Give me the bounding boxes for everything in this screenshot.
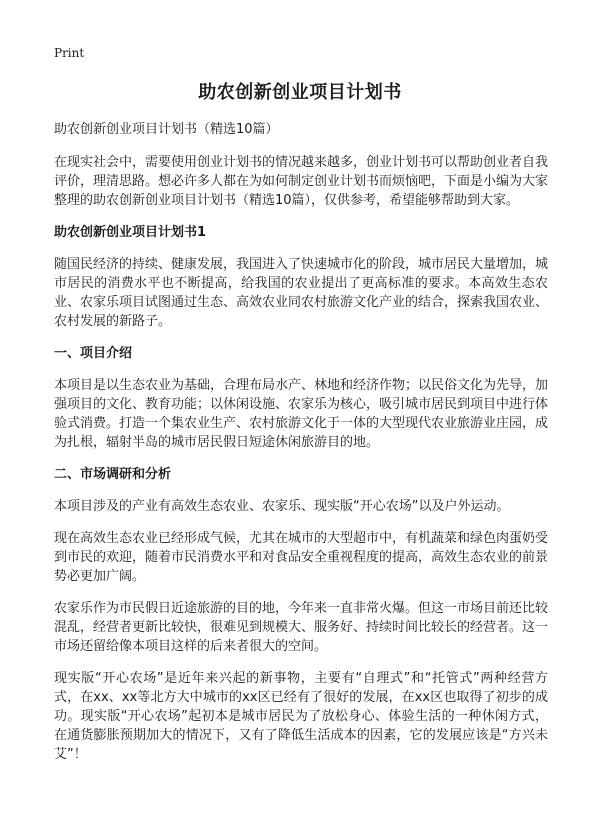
page-title: 助农创新创业项目计划书 [198,82,402,103]
market-paragraph-3: 农家乐作为市民假日近途旅游的目的地，今年来一直非常火爆。但这一市场目前还比较混乱，经营者更新比较快，很难见到规模大、服务好、持续时间比较长的经营者。这一市场还留给像本项目这样的后来者很大的空间。 [54,601,549,654]
market-paragraph-1: 本项目涉及的产业有高效生态农业、农家乐、现实版“开心农场”以及户外运动。 [54,499,510,514]
project-intro-heading: 一、项目介绍 [54,346,133,361]
market-heading: 二、市场调研和分析 [54,467,172,482]
document-body [54,120,548,777]
market-paragraph-4: 现实版“开心农场”是近年来兴起的新事物，主要有“自理式”和“托管式”两种经营方式，在xx、xx等北方大中城市的xx区已经有了很好的发展，在xx区也取得了初步的成功。现实版“开心农场”起初本是城市居民为了放松身心、体验生活的一种休闲方式，在通货膨胀预期加大的情况下，又有了降低生活成本的因素，它的发展应该是“方兴未艾”！ [54,671,548,762]
document-subtitle: 助农创新创业项目计划书（精选10篇） [54,122,279,137]
market-paragraph-2: 现在高效生态农业已经形成气候，尤其在城市的大型超市中，有机蔬菜和绿色肉蛋奶受到市民的欢迎，随着市民消费水平和对食品安全重视程度的提高，高效生态农业的前景势必更加广阔。 [54,531,549,584]
intro-paragraph: 在现实社会中，需要使用创业计划书的情况越来越多，创业计划书可以帮助创业者自我评价，理清思路。想必许多人都在为如何制定创业计划书而烦恼吧，下面是小编为大家整理的助农创新创业项目计划书（精选10篇），仅供参考，希望能够帮助到大家。 [54,155,549,208]
section-heading: 助农创新创业项目计划书1 [54,225,207,240]
print-label: Print [54,46,85,60]
background-paragraph: 随国民经济的持续、健康发展，我国进入了快速城市化的阶段，城市居民大量增加，城市居民的消费水平也不断提高，给我国的农业提出了更高标准的要求。本高效生态农业、农家乐项目试图通过生态、高效农业同农村旅游文化产业的结合，探索我国农业、农村发展的新路子。 [54,257,549,329]
project-intro-paragraph: 本项目是以生态农业为基础，合理布局水产、林地和经济作物；以民俗文化为先导，加强项目的文化、教育功能；以休闲设施、农家乐为核心，吸引城市居民到项目中进行体验式消费。打造一个集农业生产、农村旅游文化于一体的大型现代农业旅游业庄园，成为扎根，辐射半岛的城市居民假日短途休闲旅游目的地。 [54,378,549,450]
